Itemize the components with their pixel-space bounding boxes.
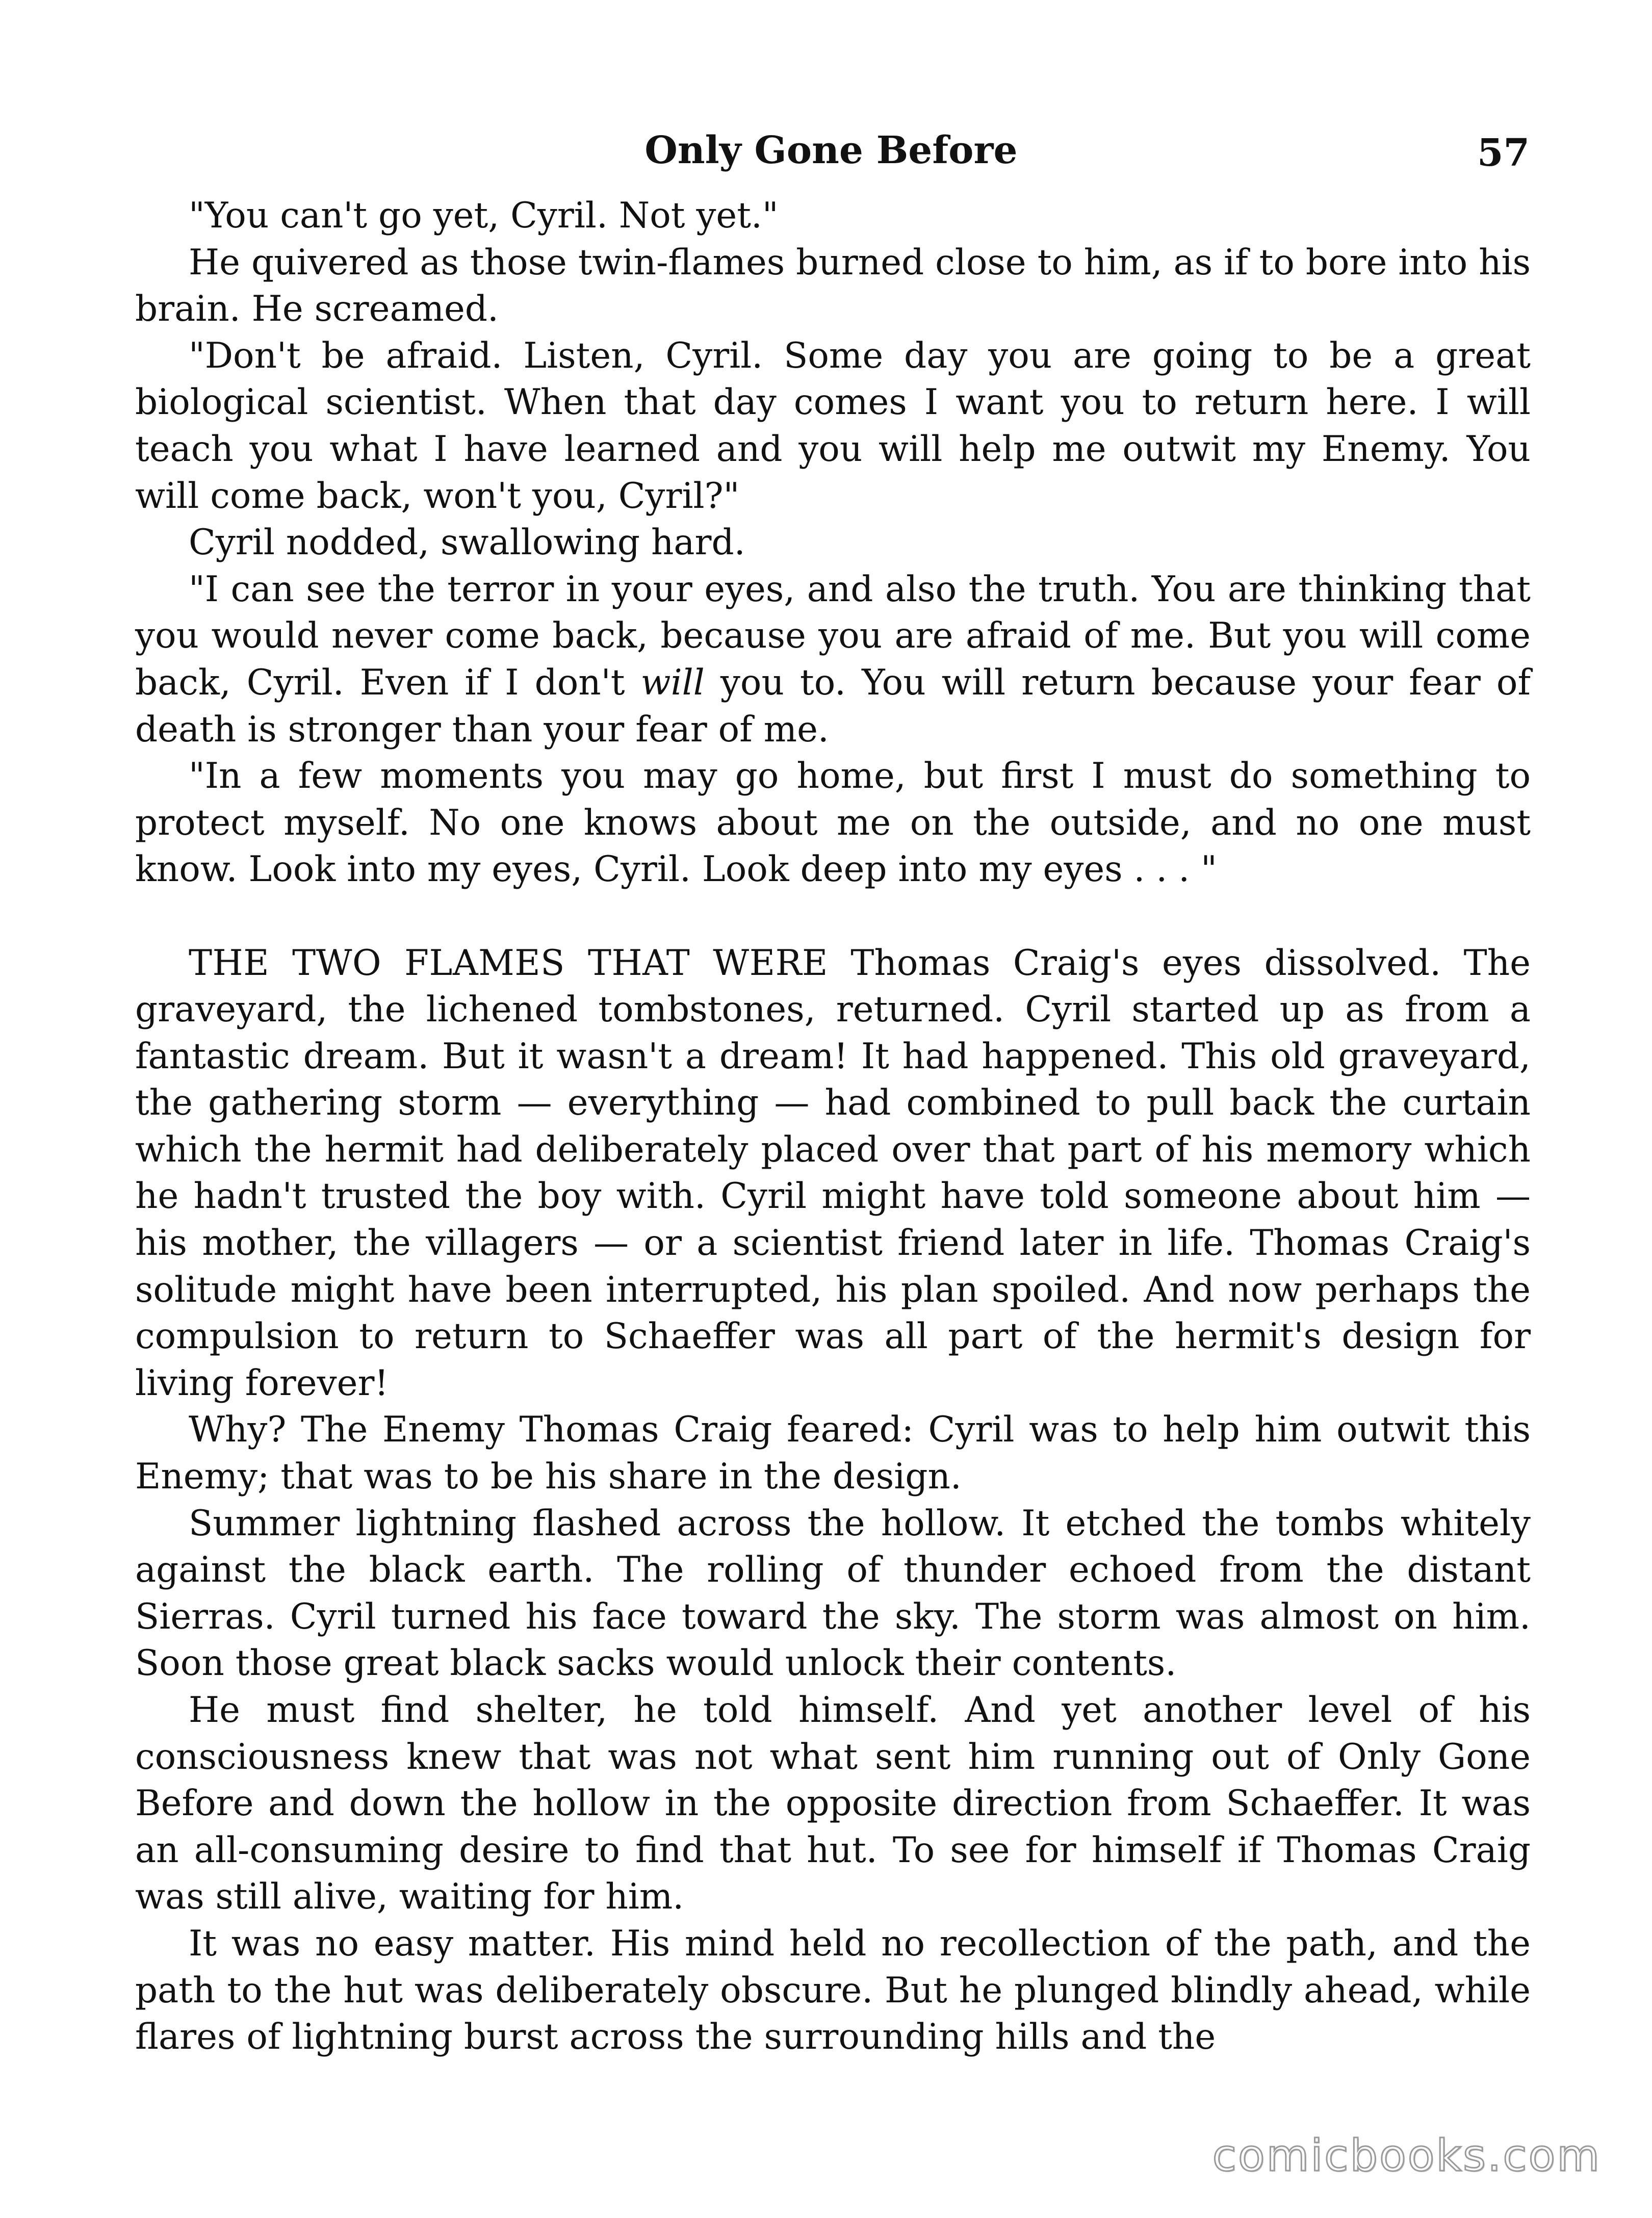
paragraph: Cyril nodded, swallowing hard. bbox=[189, 522, 745, 563]
paragraph bbox=[135, 566, 1531, 753]
running-title: Only Gone Before bbox=[644, 128, 1018, 172]
paragraph-text: you to. You will return because your fear of death is stronger than your fear of me. bbox=[135, 662, 1531, 750]
page-header bbox=[133, 122, 1530, 184]
paragraph: He must find shelter, he told himself. And yet another level of his consciousness knew that was not what sent him running out of Only Gone Before and down the hollow in the opposite direction from Schaeffer. It was an all-consuming desire to find that hut. To see for himself if Thomas Craig was still alive, waiting for him. bbox=[135, 1690, 1531, 1918]
body-text bbox=[135, 193, 1531, 2061]
paragraph: "Don't be afraid. Listen, Cyril. Some day you are going to be a great biological scientist. When that day comes I want you to return here. I will teach you what I have learned and you will help me outwit my Enemy. You will come back, won't you, Cyril?" bbox=[135, 335, 1531, 517]
paragraph: Summer lightning flashed across the hollow. It etched the tombs whitely against the black earth. The rolling of thunder echoed from the distant Sierras. Cyril turned his face toward the sky. The storm was almost on him. Soon those great black sacks would unlock their contents. bbox=[135, 1503, 1531, 1684]
paragraph: He quivered as those twin-flames burned close to him, as if to bore into his brain. He screamed. bbox=[135, 242, 1531, 330]
paragraph-text: "I can see the terror in your eyes, and also the truth. You are thinking that you would never come back, because you are afraid of me. But you will come back, Cyril. Even if I don't bbox=[135, 569, 1531, 703]
section-lead-in: THE TWO FLAMES THAT WERE bbox=[189, 942, 828, 984]
paragraph: It was no easy matter. His mind held no recollection of the path, and the path to the hut was deliberately obscure. But he plunged blindly ahead, while flares of lightning burst across the surrounding hills and the bbox=[135, 1923, 1531, 2058]
italic-word: will bbox=[640, 662, 705, 703]
paragraph: Why? The Enemy Thomas Craig feared: Cyril was to help him outwit this Enemy; that was to be his share in the design. bbox=[135, 1409, 1531, 1498]
paragraph: "You can't go yet, Cyril. Not yet." bbox=[189, 195, 779, 236]
section-break bbox=[135, 893, 1531, 940]
paragraph-text: Thomas Craig's eyes dissolved. The graveyard, the lichened tombstones, returned. Cyril started up as from a fantastic dream. But it wasn't a dream! It had happened. This old graveyard, the gathering storm — everything — had combined to pull back the curtain which the hermit had deliberately placed over that part of his memory which he hadn't trusted the boy with. Cyril might have told someone about him — his mother, the villagers — or a scientist friend later in life. Thomas Craig's solitude might have been interrupted, his plan spoiled. And now perhaps the compulsion to return to Schaeffer was all part of the hermit's design for living forever! bbox=[135, 942, 1531, 1404]
section-opening-paragraph bbox=[135, 940, 1531, 1407]
paragraph: "In a few moments you may go home, but first I must do something to protect myself. No one knows about me on the outside, and no one must know. Look into my eyes, Cyril. Look deep into my eyes . . . " bbox=[135, 756, 1531, 890]
watermark: comicbooks.com bbox=[1212, 2130, 1601, 2181]
page-number: 57 bbox=[1477, 131, 1530, 175]
